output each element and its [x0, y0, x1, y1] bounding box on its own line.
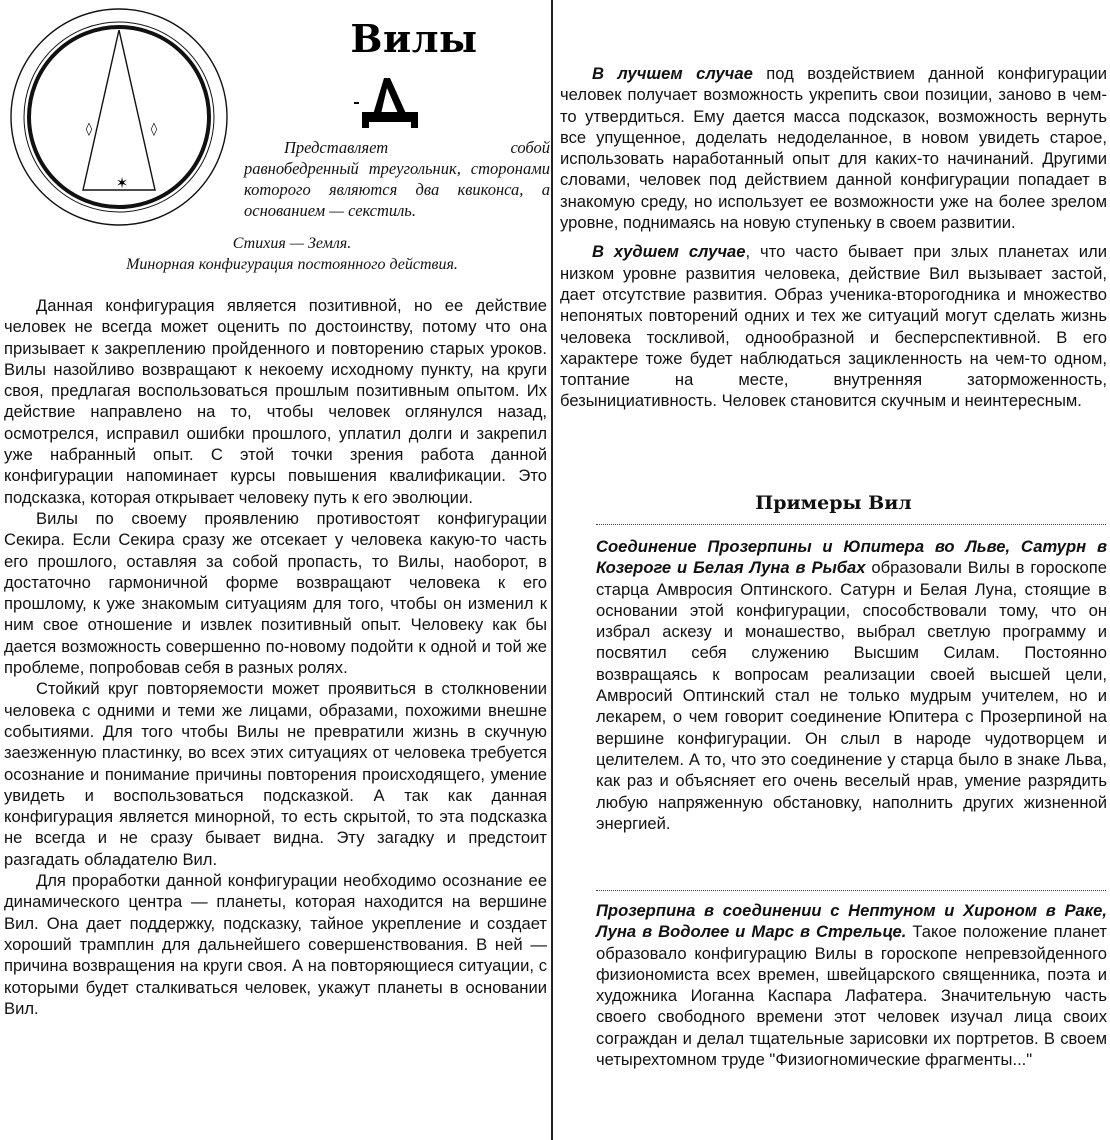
- worst-case-text: , что часто бывает при злых планетах или низком уровне развития человека, действие Вил вызывает застой, дает отсутствие развития. Образ ученика-второгодника и множество непонятых повторений одних и тех же ситуаций могут сделать жизнь человека тоскливой, однообразной и бесперспективной. В его характере тоже будет наблюдаться зацикленность на чем-то одном, топтание на месте, внутренняя заторможенность, безынициативность. Человек становится скучным и неинтересным.: [560, 242, 1107, 411]
- example-2-text: Такое положение планет образовало конфигурацию Вилы в гороскопе непревзойденного физиономиста всех времен, швейцарского священника, поэта и художника Иоганна Каспара Лафатера. Значительную часть своего свободного времени этот человек изучал лица своих сограждан и делал тщательные зарисовки их портретов. В своем четырехтомном труде "Физиогномические фрагменты...": [596, 922, 1107, 1070]
- worst-case-lead: В худшем случае: [592, 242, 746, 262]
- best-case-text: под воздействием данной конфигурации человек получает возможность укрепить свои позиции, заново в чем-то утвердиться. Ему дается масса подсказок, возможность вернуть все упущенное, доделать недоделанное, в новом увидеть старое, использовать наработанный опыт для каких-то начинаний. Другими словами, человек под действием данной конфигурации попадает в знакомую среду, но использует ее возможности уже на более зрелом уровне, поднимаясь на новую ступеньку в своем развитии.: [560, 64, 1107, 233]
- example-2: [596, 900, 1107, 1070]
- page-title: Вилы: [350, 16, 478, 61]
- example-1-text: образовали Вилы в гороскопе старца Амвросия Оптинского. Сатурн и Белая Луна, стоящие в основании этой конфигурации, способствовали тому, что он избрал аскезу и монашество, выбрал светлую программу и посвятил себя служению Высшим Силам. Постоянно возвращаясь к вопросам реализации своей высшей цели, Амвросий Оптинский стал не только мудрым учителем, но и лекарем, о чем говорит соединение Юпитера с Прозерпиной на вершине конфигурации. Он слыл в народе чудотворцем и целителем. А то, что это соединение у старца было в знаке Льва, как раз и объясняет его очень веселый нрав, умение разрядить любую напряженную обстановку, наполнить других жизненной энергией.: [596, 558, 1107, 833]
- example-2-lead: Прозерпина в соединении с Нептуном и Хироном в Раке, Луна в Водолее и Марс в Стрельце.: [596, 901, 1107, 942]
- configuration-caption: [64, 234, 520, 275]
- sextile-symbol: ✶: [115, 174, 129, 192]
- quincunx-symbol-right: ◊: [150, 122, 158, 137]
- isosceles-triangle: [83, 30, 155, 190]
- intro-description: Представляет собой равнобедренный треугольник, сторонами которого являются два квиконса, а основанием — секстиль.: [244, 138, 550, 220]
- element-line: Стихия — Земля.: [232, 235, 352, 252]
- outer-circle: [11, 9, 227, 225]
- left-body-text: [4, 295, 547, 1019]
- left-column: [4, 0, 550, 1140]
- paragraph: Вилы по своему проявлению противостоят конфигурации Секира. Если Секира сразу же отсекает у человека какую-то часть его прошлого, оставляя за собой пропасть, то Вилы, наоборот, в достаточно гармоничной форме возвращают человека к его прошлому, к уже знакомым ситуациям для того, чтобы он изменил к ним свое отношение и извлек позитивный опыт. Человеку как бы дается возможность совершенно по-новому подойти к одной и той же проблеме, попробовав себя в разных ролях.: [4, 508, 547, 678]
- paragraph: Для проработки данной конфигурации необходимо осознание ее динамического центра — планеты, которая находится на вершине Вил. Она дает поддержку, подсказку, тайное укрепление и создает хороший трамплин для дальнейшего совершенствования. В ней — причина возвращения на круги своя. А на повторяющиеся ситуации, с которыми будет сталкиваться человек, укажут планеты в основании Вил.: [4, 871, 547, 1018]
- configuration-wheel-diagram: [8, 6, 230, 228]
- best-case-lead: В лучшем случае: [592, 64, 753, 83]
- type-line: Минорная конфигурация постоянного действия.: [126, 255, 458, 273]
- right-body-text: [560, 63, 1107, 420]
- column-divider: [551, 0, 553, 1140]
- examples-heading: Примеры Вил: [755, 492, 912, 514]
- example-1-lead: Соединение Прозерпины и Юпитера во Льве, Сатурн в Козероге и Белая Луна в Рыбах: [596, 537, 1107, 578]
- paragraph: Данная конфигурация является позитивной, но ее действие человек не всегда может оценить по достоинству, потому что она призывает к закреплению пройденного и повторению старых уроков. Вилы назойливо возвращают к некоему исходному пункту, на круги своя, предлагая воспользоваться прошлым позитивным опытом. Их действие направлено на то, чтобы человек оглянулся назад, осмотрелся, исправил ошибки прошлого, уплатил долги и закрепил уже набранный опыт. С этой точки зрения работа данной конфигурации напоминает курсы повышения квалификации. Это подсказка, которая открывает человеку путь к его эволюции.: [4, 296, 547, 507]
- yod-configuration-glyph: [354, 72, 424, 132]
- paragraph: Стойкий круг повторяемости может проявиться в столкновении человека с одними и теми же лицами, образами, похожими внешне событиями. Для того чтобы Вилы не превратили жизнь в скучную заезженную пластинку, во всех этих ситуациях от человека требуется осознание и понимание причины повторения происходящего, умение увидеть и воспользоваться подсказкой. А так как данная конфигурация является минорной, то есть скрытой, то эта подсказка не всегда и не сразу бывает видна. Эту загадку и предстоит разгадать обладателю Вил.: [4, 679, 547, 869]
- worst-case-paragraph: [560, 241, 1107, 411]
- quincunx-symbol-left: ◊: [85, 122, 93, 137]
- dotted-rule: [596, 890, 1106, 891]
- dotted-rule: [596, 524, 1106, 525]
- right-column: [560, 0, 1107, 1140]
- best-case-paragraph: [560, 63, 1107, 233]
- example-1: [596, 536, 1107, 834]
